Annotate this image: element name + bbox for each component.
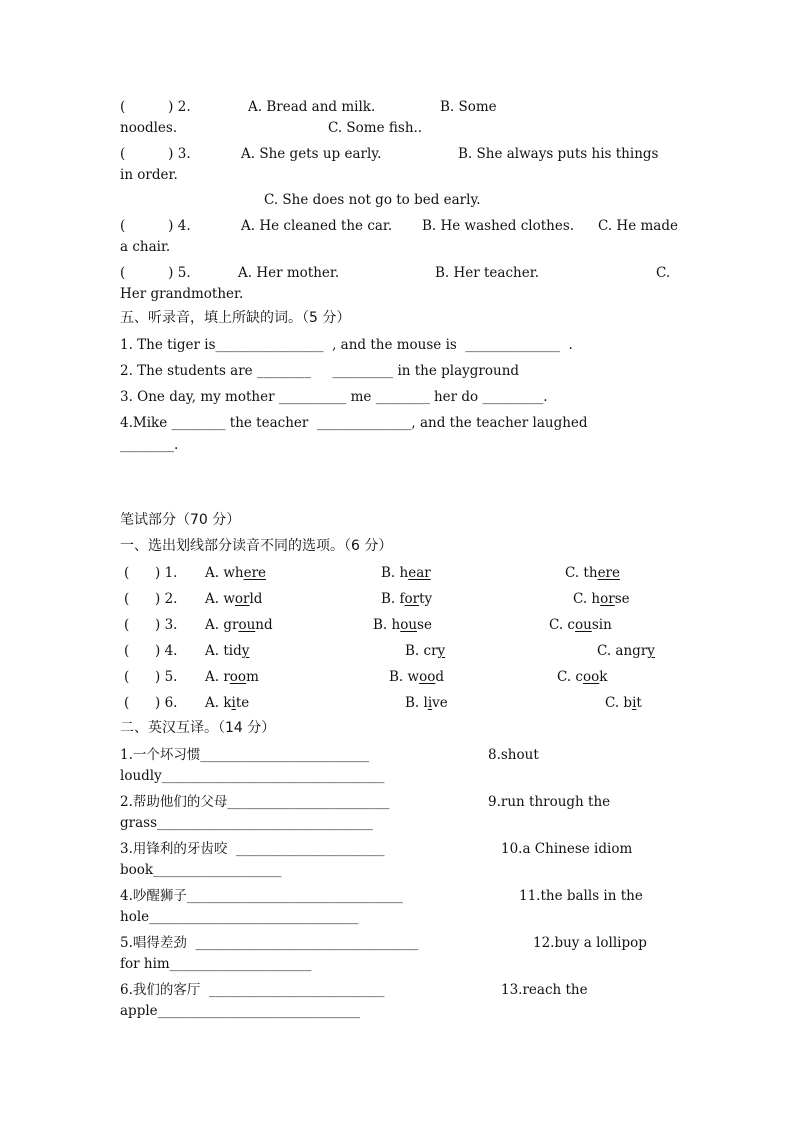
q5-option-b: B. Her teacher. (435, 265, 539, 281)
translate-cont-12: for him_____________________ (120, 956, 312, 972)
translate-left-4: 4.吵醒狮子________________________________ (120, 888, 403, 904)
item-option-a: A. world (205, 591, 263, 607)
q4-option-a: A. He cleaned the car. (241, 218, 393, 234)
item-paren: ( ) 1. (124, 565, 178, 581)
translate-right-9: 9.run through the (488, 794, 611, 810)
item-option-b: B. hear (381, 565, 431, 581)
item-option-a: A. ground (205, 617, 273, 633)
item-paren: ( ) 3. (124, 617, 178, 633)
item-option-c: C. horse (573, 591, 630, 607)
q2-paren: ( ) 2. (120, 99, 191, 115)
item-option-a: A. where (205, 565, 267, 581)
translate-right-11: 11.the balls in the (519, 888, 643, 904)
item-option-b: B. live (405, 695, 448, 711)
q3-option-b: B. She always puts his things (458, 146, 659, 162)
translate-right-8: 8.shout (488, 747, 539, 763)
item-paren: ( ) 6. (124, 695, 178, 711)
item-option-c: C. bit (605, 695, 642, 711)
section5-line-4: 4.Mike ________ the teacher ______________, and the teacher laughed (120, 415, 588, 431)
item-option-c: C. there (565, 565, 620, 581)
translate-left-6: 6.我们的客厅 __________________________ (120, 982, 385, 998)
item-option-b: B. house (373, 617, 432, 633)
item-option-c: C. cook (557, 669, 608, 685)
translate-left-3: 3.用锋利的牙齿咬 ______________________ (120, 841, 385, 857)
section5-title: 五、听录音，填上所缺的词。（5 分） (120, 310, 351, 326)
translate-right-12: 12.buy a lollipop (533, 935, 647, 951)
section5-line-3: 3. One day, my mother __________ me ________ her do _________. (120, 389, 548, 405)
translate-cont-11: hole_______________________________ (120, 909, 359, 925)
q3-option-b-cont: in order. (120, 167, 178, 183)
q2-option-a: A. Bread and milk. (248, 99, 376, 115)
translate-left-1: 1.一个坏习惯_________________________ (120, 747, 370, 763)
q3-paren: ( ) 3. (120, 146, 191, 162)
item-paren: ( ) 2. (124, 591, 178, 607)
section5-line-5: ________. (120, 437, 179, 453)
item-option-a: A. kite (205, 695, 250, 711)
translate-right-13: 13.reach the (501, 982, 588, 998)
q4-option-c-cont: a chair. (120, 239, 171, 255)
item-option-a: A. room (205, 669, 259, 685)
item-option-c: C. cousin (549, 617, 612, 633)
section5-line-2: 2. The students are ________ _________ in the playground (120, 363, 520, 379)
translate-cont-8: loudly_________________________________ (120, 768, 385, 784)
item-option-b: B. forty (381, 591, 433, 607)
written-title: 笔试部分（70 分） (120, 512, 241, 528)
translate-cont-13: apple______________________________ (120, 1003, 361, 1019)
section5-line-1: 1. The tiger is________________ , and the mouse is ______________ . (120, 337, 573, 353)
q2-option-b: B. Some (440, 99, 497, 115)
q3-option-a: A. She gets up early. (241, 146, 382, 162)
q4-paren: ( ) 4. (120, 218, 191, 234)
q4-option-c: C. He made (598, 218, 678, 234)
item-option-b: B. wood (389, 669, 444, 685)
q5-option-c-cont: Her grandmother. (120, 286, 244, 302)
translate-left-2: 2.帮助他们的父母________________________ (120, 794, 390, 810)
item-paren: ( ) 5. (124, 669, 178, 685)
q3-option-c: C. She does not go to bed early. (264, 192, 481, 208)
q5-option-a: A. Her mother. (238, 265, 340, 281)
translate-cont-9: grass________________________________ (120, 815, 373, 831)
section1-title: 一、选出划线部分读音不同的选项。（6 分） (120, 538, 393, 554)
item-option-b: B. cry (405, 643, 446, 659)
translate-cont-10: book___________________ (120, 862, 282, 878)
item-paren: ( ) 4. (124, 643, 178, 659)
section2-title: 二、英汉互译。（14 分） (120, 720, 276, 736)
q5-option-c: C. (656, 265, 671, 281)
item-option-c: C. angry (597, 643, 655, 659)
q2-option-c: C. Some fish.. (328, 120, 423, 136)
translate-left-5: 5.唱得差劲 _________________________________ (120, 935, 419, 951)
q5-paren: ( ) 5. (120, 265, 191, 281)
q2-option-b-cont: noodles. (120, 120, 178, 136)
q4-option-b: B. He washed clothes. (422, 218, 575, 234)
item-option-a: A. tidy (205, 643, 250, 659)
translate-right-10: 10.a Chinese idiom (501, 841, 633, 857)
